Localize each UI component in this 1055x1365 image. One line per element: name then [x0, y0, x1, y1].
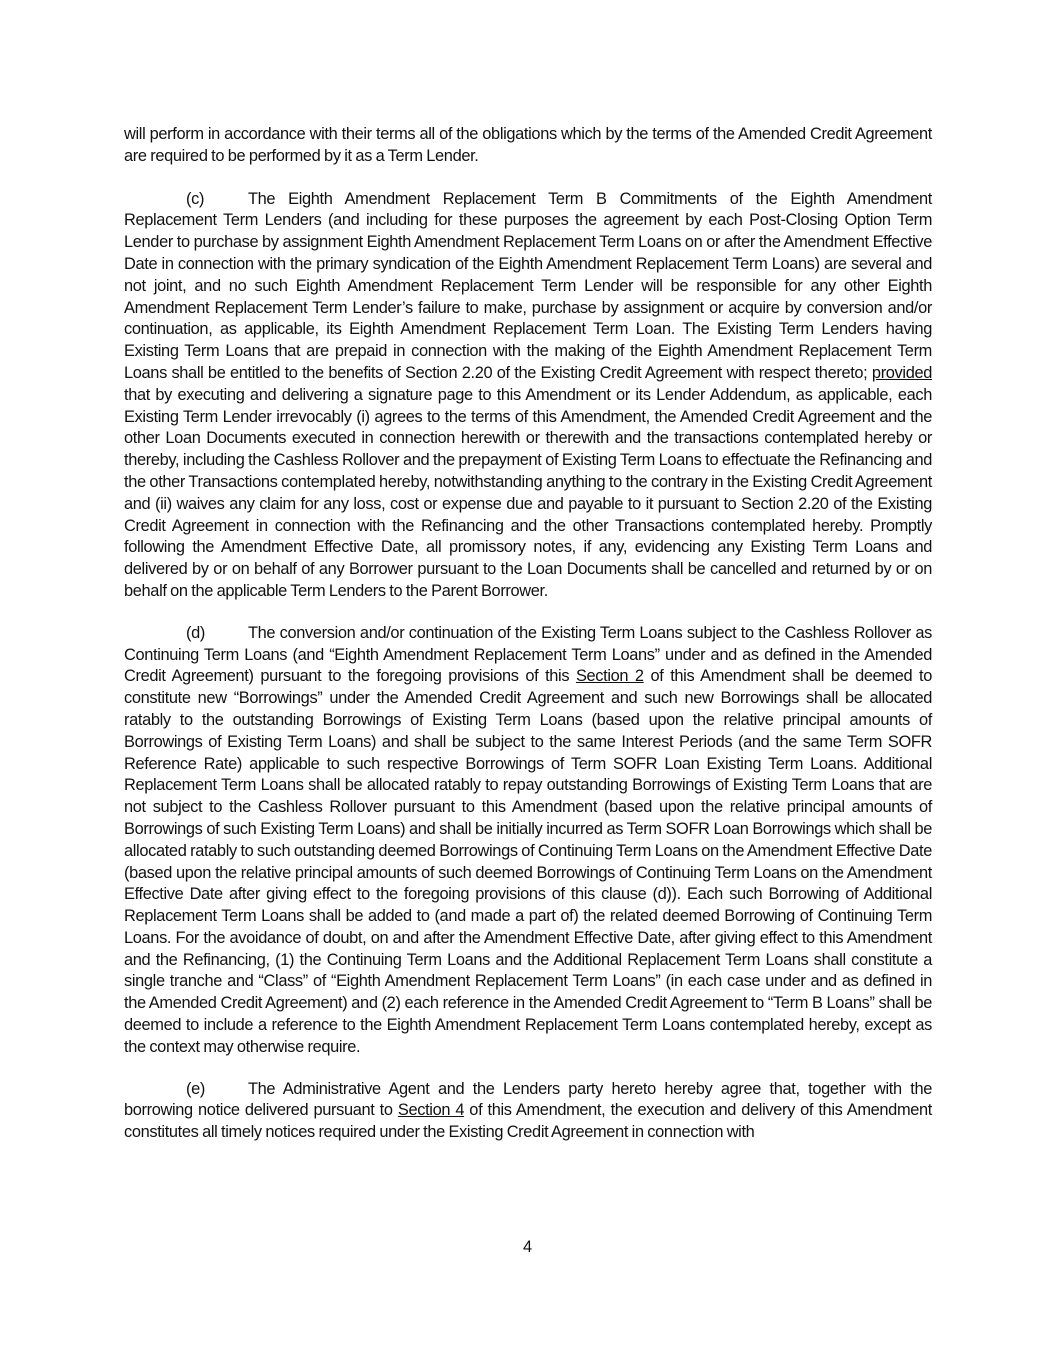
document-page [124, 124, 932, 1164]
paragraph-e-text-2: of this Amendment, the execution and delivery of this Amendment constitutes all timely notices required under the Existing Credit Agreement in connection with [124, 1101, 932, 1142]
paragraph-e-text-1: The Administrative Agent and the Lenders party hereto hereby agree that, together with the borrowing notice delivered pursuant to [124, 1079, 932, 1120]
provided-underlined: provided [871, 363, 932, 382]
paragraph-d-text-1: The conversion and/or continuation of the Existing Term Loans subject to the Cashless Rollover as Continuing Term Loans (and “Eighth Amendment Replacement Term Loans” under and as defined in the Amended Credit Agreement) pursuant to the foregoing provisions of this [124, 623, 932, 686]
paragraph-intro: will perform in accordance with their terms all of the obligations which by the terms of the Amended Credit Agreement are required to be performed by it as a Term Lender. [124, 125, 932, 165]
paragraph-c-label: (c) [186, 189, 205, 208]
paragraph-d [124, 623, 932, 1059]
paragraph-e-label: (e) [186, 1079, 205, 1098]
section-2-reference: Section 2 [575, 667, 644, 686]
paragraph-c-text-1: The Eighth Amendment Replacement Term B Commitments of the Eighth Amendment Replacement Term Lenders (and including for these purposes the agreement by each Post-Closing Option Term Lender to purchase by assignment Eighth Amendment Replacement Term Loans on or after the Amendment Effective Date in connection with the primary syndication of the Eighth Amendment Replacement Term Loans) are several and not joint, and no such Eighth Amendment Replacement Term Lender will be responsible for any other Eighth Amendment Replacement Term Lender’s failure to make, purchase by assignment or acquire by conversion and/or continuation, as applicable, its Eighth Amendment Replacement Term Loan. The Existing Term Lenders having Existing Term Loans that are prepaid in connection with the making of the Eighth Amendment Replacement Term Loans shall be entitled to the benefits of Section 2.20 of the Existing Credit Agreement with respect thereto; [124, 189, 932, 382]
section-4-reference: Section 4 [397, 1101, 465, 1120]
paragraph-c-text-2: that by executing and delivering a signature page to this Amendment or its Lender Addendum, as applicable, each Existing Term Lender irrevocably (i) agrees to the terms of this Amendment, the Amended Credit Agreement and the other Loan Documents executed in connection herewith or therewith and the transactions contemplated hereby or thereby, including the Cashless Rollover and the prepayment of Existing Term Loans to effectuate the Refinancing and the other Transactions contemplated hereby, notwithstanding anything to the contrary in the Existing Credit Agreement and (ii) waives any claim for any loss, cost or expense due and payable to it pursuant to Section 2.20 of the Existing Credit Agreement in connection with the Refinancing and the other Transactions contemplated hereby. Promptly following the Amendment Effective Date, all promissory notes, if any, evidencing any Existing Term Loans and delivered by or on behalf of any Borrower pursuant to the Loan Documents shall be cancelled and returned by or on behalf on the applicable Term Lenders to the Parent Borrower. [124, 385, 932, 600]
paragraph-d-text-2: of this Amendment shall be deemed to constitute new “Borrowings” under the Amended Credit Agreement and such new Borrowings shall be allocated ratably to the outstanding Borrowings of Existing Term Loans (based upon the relative principal amounts of Borrowings of Existing Term Loans) and shall be subject to the same Interest Periods (and the same Term SOFR Reference Rate) applicable to such respective Borrowings of Term SOFR Loan Existing Term Loans. Additional Replacement Term Loans shall be allocated ratably to repay outstanding Borrowings of Existing Term Loans that are not subject to the Cashless Rollover pursuant to this Amendment (based upon the relative principal amounts of Borrowings of such Existing Term Loans) and shall be initially incurred as Term SOFR Loan Borrowings which shall be allocated ratably to such outstanding deemed Borrowings of Continuing Term Loans on the Amendment Effective Date (based upon the relative principal amounts of such deemed Borrowings of Continuing Term Loans on the Amendment Effective Date after giving effect to the foregoing provisions of this clause (d)). Each such Borrowing of Additional Replacement Term Loans shall be added to (and made a part of) the related deemed Borrowing of Continuing Term Loans. For the avoidance of doubt, on and after the Amendment Effective Date, after giving effect to this Amendment and the Refinancing, (1) the Continuing Term Loans and the Additional Replacement Term Loans shall constitute a single tranche and “Class” of “Eighth Amendment Replacement Term Loans” (in each case under and as defined in the Amended Credit Agreement) and (2) each reference in the Amended Credit Agreement to “Term B Loans” shall be deemed to include a reference to the Eighth Amendment Replacement Term Loans contemplated hereby, except as the context may otherwise require. [124, 667, 933, 1056]
paragraph-e [124, 1079, 932, 1144]
paragraph-d-label: (d) [186, 623, 205, 642]
paragraph-c [124, 189, 932, 603]
page-number: 4 [522, 1238, 533, 1256]
